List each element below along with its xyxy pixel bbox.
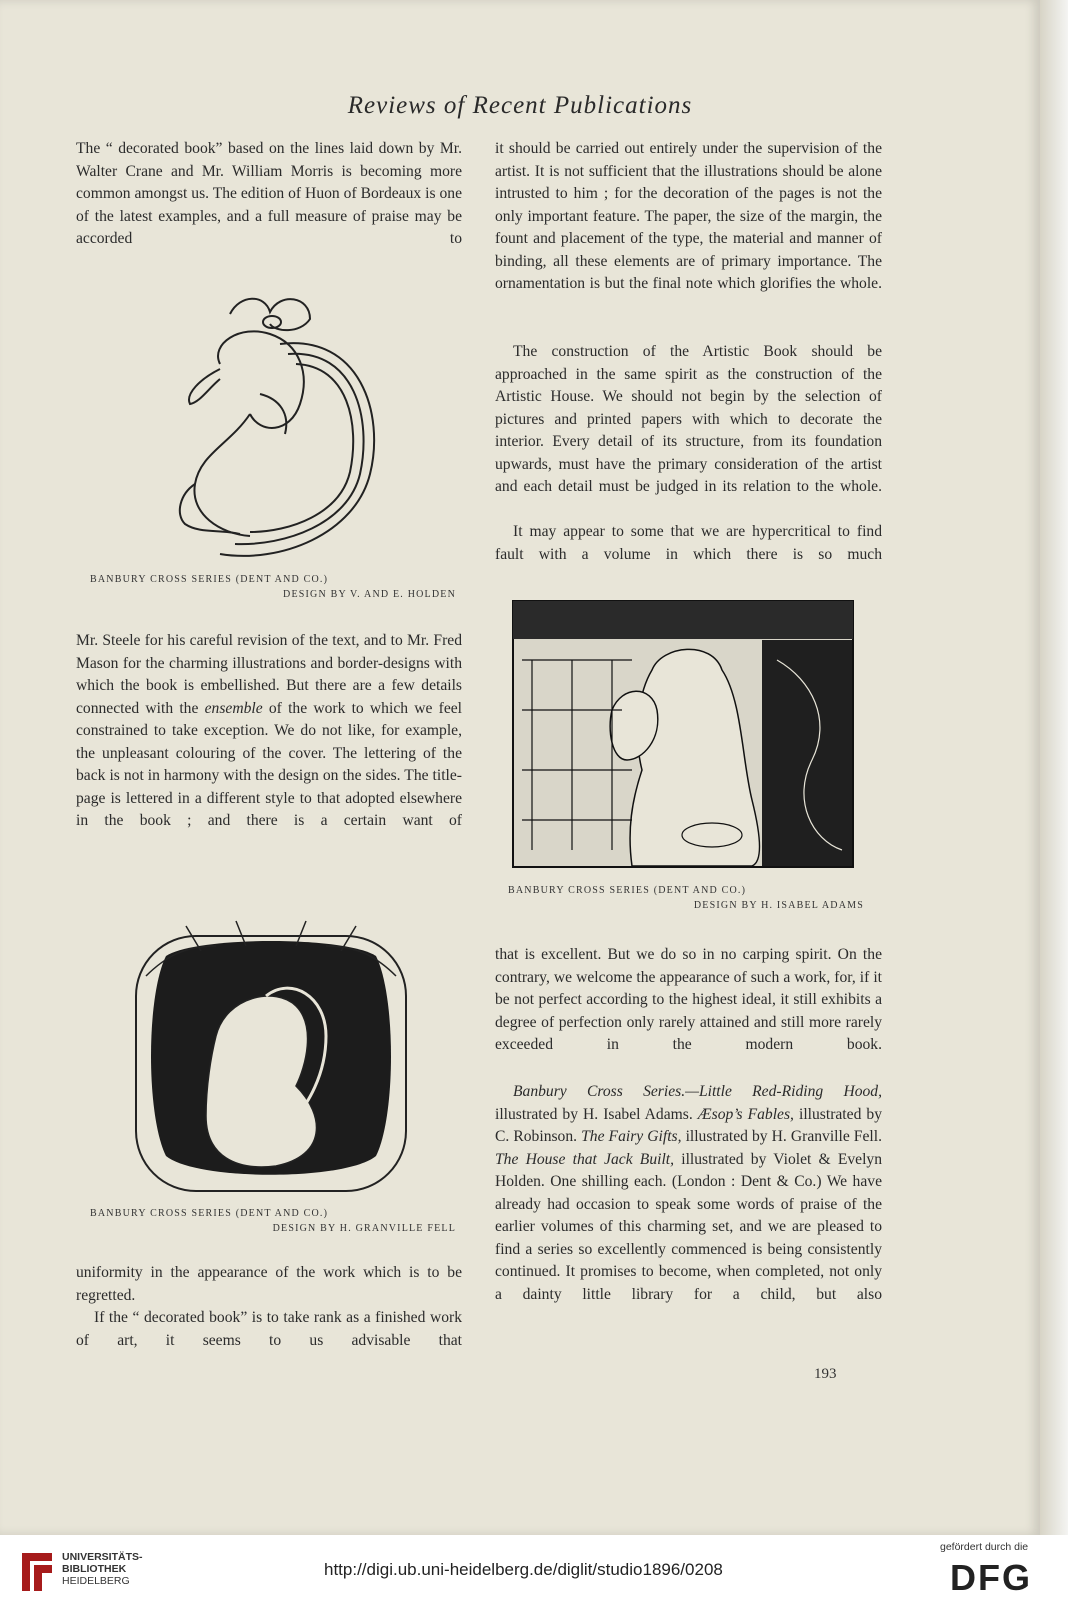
credit-adams: illustrated by H. Isabel Adams. [495,1105,693,1123]
figure-caption-1 [90,572,456,602]
running-title: Reviews of Recent Publications [347,92,693,119]
left-paragraph-4: If the “ decorated book” is to take rank as a finished work of art, it seems to us advisable that [76,1309,462,1349]
caption-1-line-1: BANBURY CROSS SERIES (DENT AND CO.) [90,574,329,585]
library-line-3: HEIDELBERG [62,1575,130,1587]
page-number: 193 [814,1366,837,1382]
figure-holden-illustration [160,284,390,564]
title-fairy-gifts: The Fairy Gifts, [581,1128,682,1145]
library-name [62,1551,143,1587]
credit-robinson: illustrated by C. Robinson. [495,1105,882,1145]
left-paragraph-2 [76,630,462,877]
footer-bar [0,1535,1068,1615]
right-paragraph-2: The construction of the Artistic Book should be approached in the same spirit as the construction of the Artistic House. We should not begin by the selection of pictures and printed papers with which to decorate the interior. Every detail of its structure, from its foundation upwards, must have the primary consideration of the artist and each detail must be judged in its relation to the whole. [495,343,882,495]
caption-1-line-2: DESIGN BY V. AND E. HOLDEN [283,589,456,600]
figure-caption-3 [90,1206,456,1236]
funding-note: gefördert durch die [940,1541,1029,1553]
right-paragraph-5-rest: illustrated by Violet & Evelyn Holden. One shilling each. (London : Dent & Co.) We have already had occasion to speak some words of praise of the earlier volumes of this charming set, and we are pleased to find a series so excellently commenced is being consistently continued. It promises to become, when completed, not only a dainty little library for a child, but also [495,1150,882,1303]
figure-fell-illustration [126,916,416,1200]
left-paragraph-2-part-b: of the work to which we feel constrained to take exception. We do not like, for example, the unpleasant colouring of the cover. The lettering of the back is not in harmony with the design on the sides. The title-page is lettered in a different style to that adopted elsewhere in the book ; and there is a certain want of [76,699,462,829]
title-house-jack: The House that Jack Built, [495,1150,675,1168]
credit-fell: illustrated by H. Granville Fell. [685,1128,882,1145]
right-paragraph-1: it should be carried out entirely under the supervision of the artist. It is not sufficient that the illustrations should be alone intrusted to him ; for the decoration of the pages is not the only important feature. The paper, the size of the margin, the fount and placement of the type, the material and manner of binding, all these elements are of primary importance. The ornamentation is but the final note which glorifies the whole. [495,140,882,292]
library-logo-icon [18,1549,56,1595]
dfg-logo: DFG [950,1557,1032,1598]
caption-2-line-1: BANBURY CROSS SERIES (DENT AND CO.) [508,885,747,896]
figure-adams-illustration [512,600,854,868]
right-paragraph-3: It may appear to some that we are hypercritical to find fault with a volume in which there is so much [495,523,882,563]
caption-3-line-2: DESIGN BY H. GRANVILLE FELL [272,1223,456,1234]
caption-3-line-1: BANBURY CROSS SERIES (DENT AND CO.) [90,1208,329,1219]
right-paragraph-4: that is excellent. But we do so in no carping spirit. On the contrary, we welcome the appearance of such a work, for, if it be not perfect according to the highest ideal, it still exhibits a degree of perfection only rarely attained and still more rarely exceeded in the modern book. [495,946,882,1053]
permalink-url[interactable]: http://digi.ub.uni-heidelberg.de/diglit/studio1896/0208 [324,1560,723,1579]
library-line-2: BIBLIOTHEK [62,1563,127,1575]
series-title: Banbury Cross Series.—Little Red-Riding Hood, [513,1083,882,1100]
title-aesop: Æsop’s Fables, [697,1105,794,1123]
left-paragraph-3: uniformity in the appearance of the work which is to be regretted. [76,1264,462,1304]
right-paragraph-5 [495,1081,882,1351]
left-paragraph-2-part-a: Mr. Steele for his careful revision of the text, and to Mr. Fred Mason for the charming illustrations and border-designs with which the book is embellished. But there are a few details connected with the [76,632,462,717]
left-paragraph-2-emphasis: ensemble [204,699,263,717]
library-line-1: UNIVERSITÄTS- [62,1551,143,1563]
left-paragraph-1: The “ decorated book” based on the lines laid down by Mr. Walter Crane and Mr. William Morris is becoming more common amongst us. The edition of Huon of Bordeaux is one of the latest examples, and a full measure of praise may be accorded to [76,140,462,247]
caption-2-line-2: DESIGN BY H. ISABEL ADAMS [693,900,864,911]
page-edge [1040,0,1068,1535]
figure-caption-2 [508,883,864,913]
